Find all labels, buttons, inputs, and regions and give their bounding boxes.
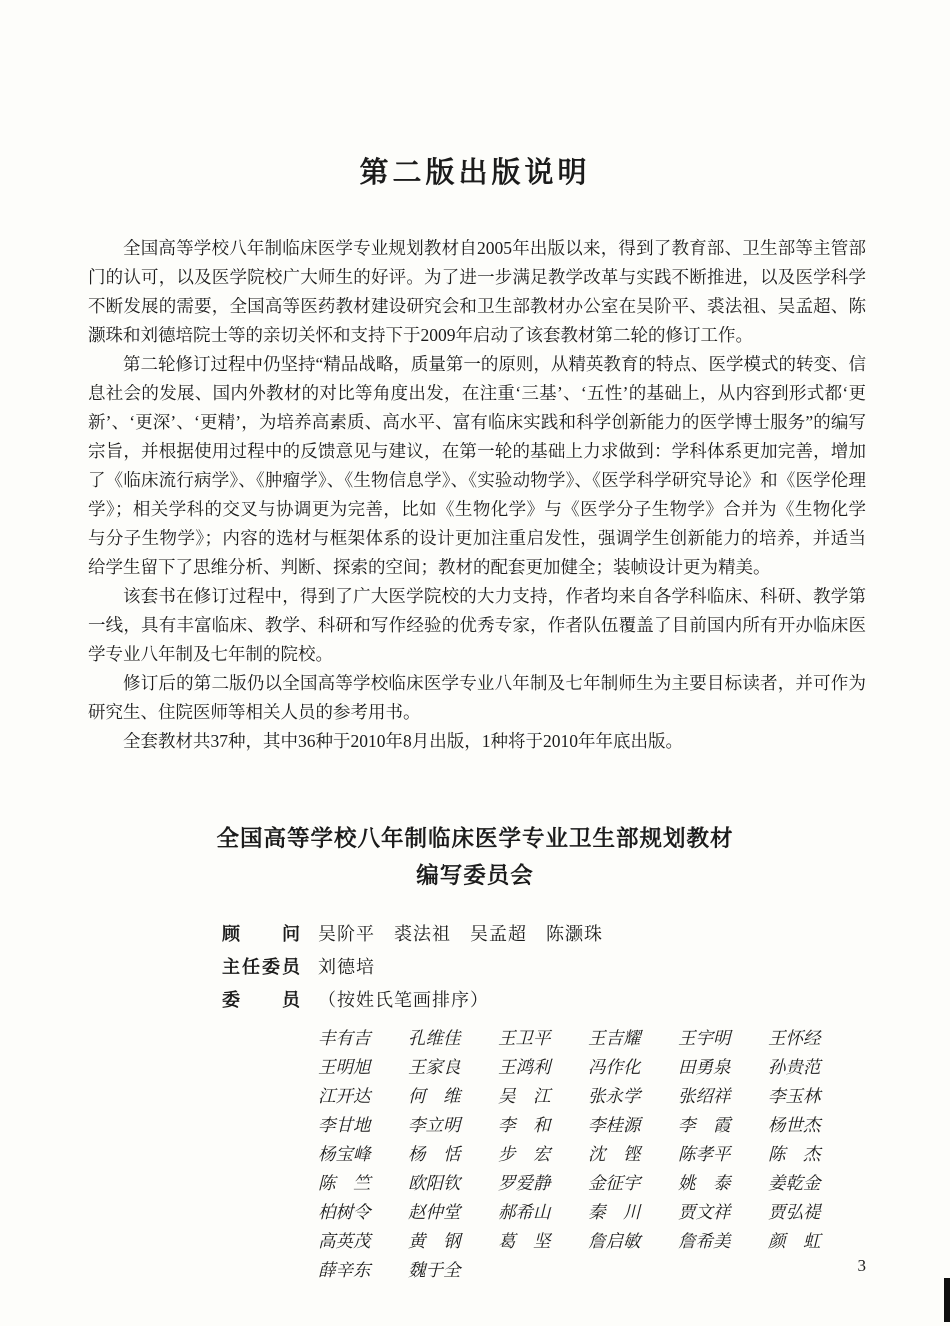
advisor-row [222, 918, 950, 951]
members-grid [318, 1027, 950, 1282]
member-name: 葛 坚 [498, 1231, 551, 1251]
committee-heading-line2: 编写委员会 [416, 863, 534, 888]
member-name: 赵仲堂 [408, 1202, 461, 1222]
member-sort-note: （按姓氏笔画排序） [318, 990, 489, 1010]
paragraph-4: 修订后的第二版仍以全国高等学校临床医学专业八年制及七年制师生为主要目标读者，并可作为研究生、住院医师等相关人员的参考用书。 [88, 673, 866, 722]
member-name: 王卫平 [498, 1028, 551, 1048]
member-name: 姚 泰 [678, 1173, 731, 1193]
director-label: 主任委员 [222, 957, 300, 977]
member-name: 李 霞 [678, 1115, 731, 1135]
member-label: 委员 [222, 990, 300, 1010]
page-title: 第二版出版说明 [359, 157, 591, 189]
binding-mark [944, 1278, 950, 1322]
member-name: 丰有吉 [318, 1028, 371, 1048]
advisor-names: 吴阶平 裘法祖 吴孟超 陈灏珠 [318, 924, 603, 944]
paragraph-2: 第二轮修订过程中仍坚持“精品战略，质量第一的原则，从精英教育的特点、医学模式的转变、信息社会的发展、国内外教材的对比等角度出发，在注重‘三基’、‘五性’的基础上，从内容到形式都‘更新’、‘更深’、‘更精’，为培养高素质、高水平、富有临床实践和科学创新能力的医学博士服务”的编写宗旨，并根据使用过程中的反馈意见与建议，在第一轮的基础上力求做到：学科体系更加完善，增加了《临床流行病学》、《肿瘤学》、《生物信息学》、《实验动物学》、《医学科学研究导论》和《医学伦理学》；相关学科的交叉与协调更为完善，比如《生物化学》与《医学分子生物学》合并为《生物化学与分子生物学》；内容的选材与框架体系的设计更加注重启发性，强调学生创新能力的培养，并适当给学生留下了思维分析、判断、探索的空间；教材的配套更加健全；装帧设计更为精美。 [88, 354, 866, 577]
member-name: 吴 江 [498, 1086, 551, 1106]
member-name: 李立明 [408, 1115, 461, 1135]
member-name: 罗爱静 [498, 1173, 551, 1193]
member-name: 沈 铿 [588, 1144, 641, 1164]
member-name: 姜乾金 [768, 1173, 821, 1193]
member-name: 江开达 [318, 1086, 371, 1106]
committee-heading [0, 820, 950, 894]
director-name: 刘德培 [318, 957, 375, 977]
member-name: 孔维佳 [408, 1028, 461, 1048]
member-name: 欧阳钦 [408, 1173, 461, 1193]
committee-roles [222, 918, 950, 1017]
member-name: 杨 恬 [408, 1144, 461, 1164]
member-name: 张永学 [588, 1086, 641, 1106]
member-name: 孙贵范 [768, 1057, 821, 1077]
member-name: 王明旭 [318, 1057, 371, 1077]
member-name: 王家良 [408, 1057, 461, 1077]
member-name: 李 和 [498, 1115, 551, 1135]
member-name: 贾文祥 [678, 1202, 731, 1222]
member-name: 李甘地 [318, 1115, 371, 1135]
paragraph-3: 该套书在修订过程中，得到了广大医学院校的大力支持，作者均来自各学科临床、科研、教学第一线，具有丰富临床、教学、科研和写作经验的优秀专家，作者队伍覆盖了目前国内所有开办临床医学专业八年制及七年制的院校。 [88, 586, 866, 664]
committee-heading-line1: 全国高等学校八年制临床医学专业卫生部规划教材 [216, 826, 734, 851]
member-name: 詹希美 [678, 1231, 731, 1251]
member-name: 田勇泉 [678, 1057, 731, 1077]
member-name: 陈 竺 [318, 1173, 371, 1193]
advisor-label: 顾问 [222, 924, 300, 944]
member-name: 冯作化 [588, 1057, 641, 1077]
paragraph-1: 全国高等学校八年制临床医学专业规划教材自2005年出版以来，得到了教育部、卫生部等主管部门的认可，以及医学院校广大师生的好评。为了进一步满足教学改革与实践不断推进，以及医学科学不断发展的需要，全国高等医药教材建设研究会和卫生部教材办公室在吴阶平、裘法祖、吴孟超、陈灏珠和刘德培院士等的亲切关怀和支持下于2009年启动了该套教材第二轮的修订工作。 [88, 238, 866, 345]
body-text [88, 234, 866, 756]
member-name: 张绍祥 [678, 1086, 731, 1106]
member-name: 陈孝平 [678, 1144, 731, 1164]
member-name: 王宇明 [678, 1028, 731, 1048]
member-name: 金征宇 [588, 1173, 641, 1193]
member-name: 黄 钢 [408, 1231, 461, 1251]
member-name: 王鸿利 [498, 1057, 551, 1077]
page-number: 3 [857, 1256, 866, 1275]
member-name: 高英茂 [318, 1231, 371, 1251]
director-row [222, 951, 950, 984]
member-name: 陈 杰 [768, 1144, 821, 1164]
member-name: 李桂源 [588, 1115, 641, 1135]
member-row [222, 984, 950, 1017]
member-name: 魏于全 [408, 1260, 461, 1280]
member-name: 杨世杰 [768, 1115, 821, 1135]
member-name: 薛辛东 [318, 1260, 371, 1280]
member-name: 柏树令 [318, 1202, 371, 1222]
member-name: 杨宝峰 [318, 1144, 371, 1164]
member-name: 王吉耀 [588, 1028, 641, 1048]
member-name: 秦 川 [588, 1202, 641, 1222]
committee-section [0, 820, 950, 1282]
member-name: 李玉林 [768, 1086, 821, 1106]
member-name: 颜 虹 [768, 1231, 821, 1251]
member-name: 王怀经 [768, 1028, 821, 1048]
member-name: 步 宏 [498, 1144, 551, 1164]
paragraph-5: 全套教材共37种，其中36种于2010年8月出版，1种将于2010年年底出版。 [123, 731, 683, 751]
member-name: 郝希山 [498, 1202, 551, 1222]
member-name: 何 维 [408, 1086, 461, 1106]
member-name: 贾弘禔 [768, 1202, 821, 1222]
member-name: 詹启敏 [588, 1231, 641, 1251]
